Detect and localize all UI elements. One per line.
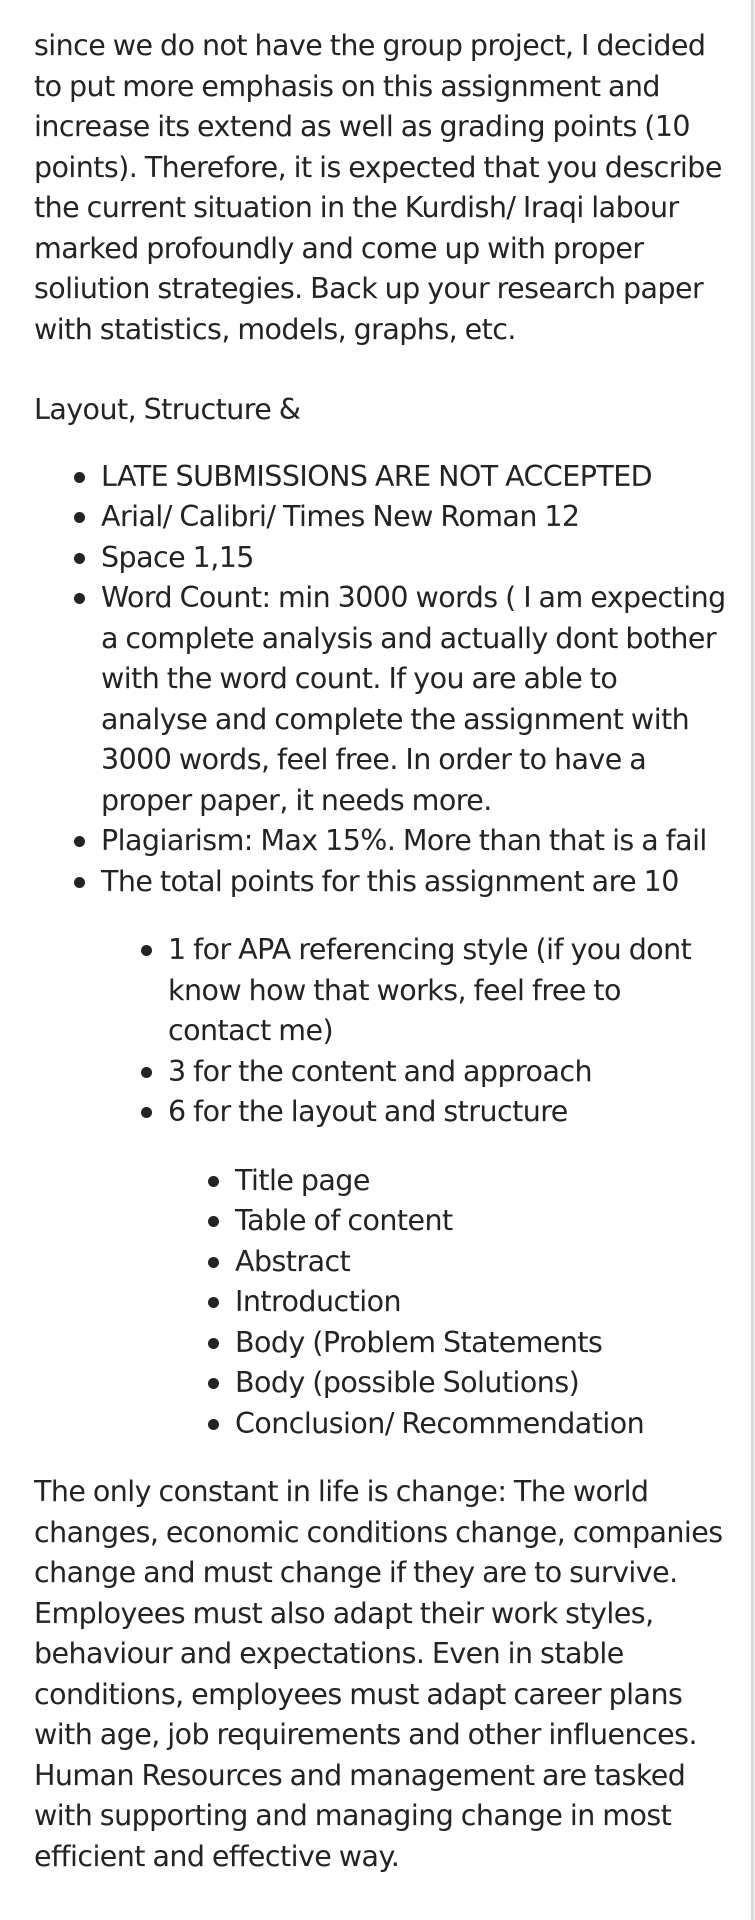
requirement-item: Space 1,15 (101, 538, 727, 579)
structure-item: Table of content (235, 1201, 727, 1242)
requirement-item: The total points for this assignment are 10 (101, 862, 727, 903)
structure-item: Abstract (235, 1242, 727, 1283)
structure-item: Conclusion/ Recommendation (235, 1404, 727, 1445)
structure-item: Body (Problem Statements (235, 1323, 727, 1364)
points-item: 6 for the layout and structure (168, 1092, 727, 1133)
requirements-list (34, 457, 727, 1445)
structure-list (168, 1161, 727, 1445)
structure-container (168, 1161, 727, 1445)
points-list (101, 930, 727, 1444)
layout-heading: Layout, Structure & (34, 393, 301, 426)
requirement-item: Arial/ Calibri/ Times New Roman 12 (101, 497, 727, 538)
points-container (101, 930, 727, 1444)
points-item: 3 for the content and approach (168, 1052, 727, 1093)
requirement-item: Word Count: min 3000 words ( I am expecting a complete analysis and actually dont bother with the word count. If you are able to analyse and complete the assignment with 3000 words, feel free. In order to have a proper paper, it needs more. (101, 578, 727, 821)
structure-item: Introduction (235, 1282, 727, 1323)
requirement-item: LATE SUBMISSIONS ARE NOT ACCEPTED (101, 457, 727, 498)
structure-item: Body (possible Solutions) (235, 1363, 727, 1404)
closing-paragraph: The only constant in life is change: The world changes, economic conditions change, companies change and must change if they are to survive. Employees must also adapt their work styles, behaviour and expectations. Even in stable conditions, employees must adapt career plans with age, job requirements and other influences. Human Resources and management are tasked with supporting and managing change in most efficient and effective way. (34, 1475, 723, 1873)
structure-item: Title page (235, 1161, 727, 1202)
requirement-item: Plagiarism: Max 15%. More than that is a fail (101, 821, 727, 862)
points-item: 1 for APA referencing style (if you dont know how that works, feel free to contact me) (168, 930, 727, 1052)
intro-paragraph: since we do not have the group project, I decided to put more emphasis on this assignment and increase its extend as well as grading points (10 points). Therefore, it is expected that you describe the current situation in the Kurdish/ Iraqi labour marked profoundly and come up with proper soliution strategies. Back up your research paper with statistics, models, graphs, etc. (34, 29, 722, 346)
